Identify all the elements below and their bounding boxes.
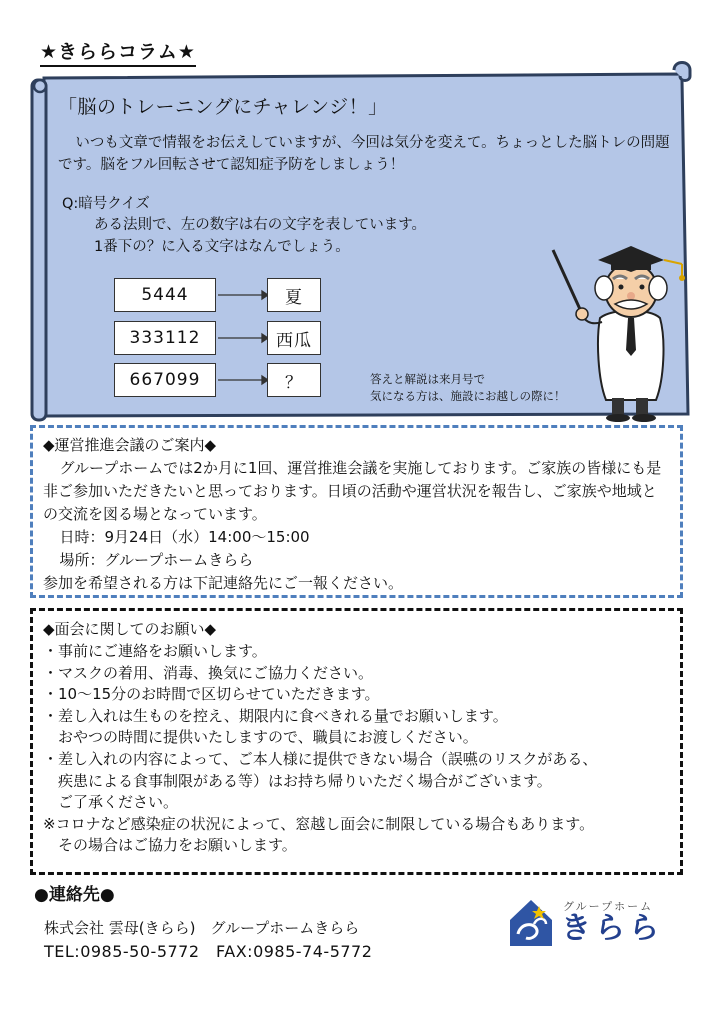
quiz-number-box: 667099 [114, 363, 216, 397]
quiz-question: 1番下の？に入る文字はなんでしょう。 [94, 239, 350, 255]
quiz-answer-box: 夏 [267, 278, 321, 312]
visit-line: ・事前にご連絡をお願いします。 [43, 642, 267, 660]
quiz-answer-box: 西瓜 [267, 321, 321, 355]
visit-line: その場合はご協力をお願いします。 [43, 836, 297, 855]
scroll-left-roll [32, 80, 46, 420]
logo-name: きらら [561, 911, 663, 946]
visit-line: ・10～15分のお時間で区切らせていただきます。 [43, 685, 380, 704]
quiz-number-box: 5444 [114, 278, 216, 312]
contact-company: 株式会社 雲母(きらら) グループホームきらら [44, 919, 360, 937]
quiz-heading: 「脳のトレーニングにチャレンジ！」 [58, 96, 388, 118]
visit-line: ・差し入れは生ものを控え、期限内に食べきれる量でお願いします。 [43, 706, 508, 725]
answer-note-line: 気になる方は、施設にお越しの際に！ [370, 389, 566, 403]
house-logo-icon [506, 894, 556, 950]
meeting-title: ◆運営推進会議のご案内◆ [43, 436, 217, 454]
visit-title: ◆面会に関してのお願い◆ [43, 620, 217, 638]
visit-line: ご了承ください。 [43, 793, 179, 812]
quiz-intro: いつも文章で情報をお伝えしていますが、今回は気分を変えて。ちょっとした脳トレの問題です。脳をフル回転させて認知症予防をしましょう！ [58, 135, 670, 173]
kirara-logo [506, 892, 686, 952]
scroll-left-knob [34, 80, 46, 92]
visit-line: 疾患による食事制限がある等）はお持ち帰りいただく場合がございます。 [43, 771, 552, 790]
answer-note-line: 答えと解説は来月号で [370, 372, 485, 386]
contact-heading: ●連絡先● [34, 885, 115, 905]
column-title: ★きららコラム★ [40, 40, 196, 67]
meeting-section [30, 425, 683, 598]
quiz-label: Q:暗号クイズ [62, 196, 150, 212]
contact-phone-fax: TEL:0985-50-5772 FAX:0985-74-5772 [44, 942, 373, 961]
quiz-rule: ある法則で、左の数字は右の文字を表しています。 [94, 217, 427, 233]
visit-line: ・マスクの着用、消毒、換気にご協力ください。 [43, 663, 374, 682]
visit-line: おやつの時間に提供いたしますので、職員にお渡しください。 [43, 728, 478, 747]
meeting-date: 日時：9月24日（水）14:00～15:00 [59, 528, 310, 546]
visit-line: ※コロナなど感染症の状況によって、窓越し面会に制限している場合もあります。 [43, 814, 595, 833]
quiz-number-box: 333112 [114, 321, 216, 355]
logo-subtitle: グループホーム [563, 900, 654, 913]
visit-section [30, 608, 683, 875]
quiz-answer-box: ？ [267, 363, 321, 397]
meeting-place: 場所：グループホームきらら [59, 551, 254, 569]
visit-line: ・差し入れの内容によって、ご本人様に提供できない場合（誤嚥のリスクがある、 [43, 749, 598, 768]
meeting-body: グループホームでは2か月に1回、運営推進会議を実施しております。ご家族の皆様にも是非ご参加いただきたいと思っております。日頃の活動や運営状況を報告し、ご家族や地域との交流を図る場となっています。 [43, 459, 662, 523]
meeting-footer: 参加を希望される方は下記連絡先にご一報ください。 [43, 574, 404, 592]
answer-note [370, 371, 566, 405]
